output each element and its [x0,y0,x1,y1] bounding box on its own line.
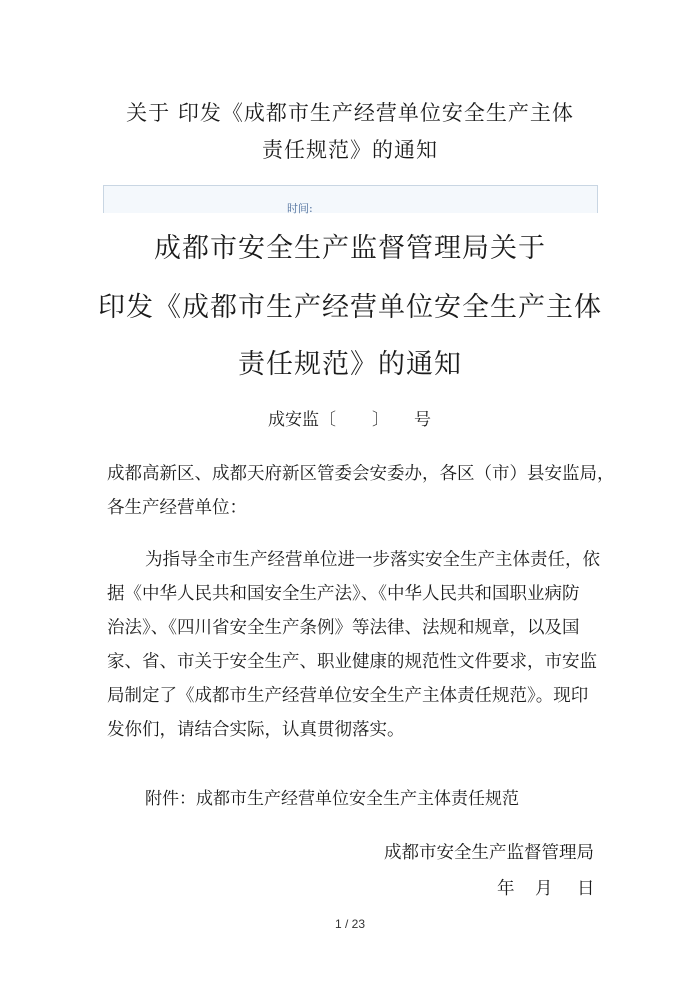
date-year: 年 [497,879,515,899]
date-month: 月 [535,879,553,899]
addressee-line-1: 成都高新区、成都天府新区管委会安委办，各区（市）县安监局， [107,464,615,484]
doc-number-prefix: 成安监〔 [268,410,336,430]
time-label: 时间: [287,202,313,215]
header-title-line-1: 关于 印发《成都市生产经营单位安全生产主体 [126,101,574,125]
doc-number-suffix: 号 [414,410,431,430]
document-title-line-1: 成都市安全生产监督管理局关于 [154,233,546,264]
body-line-3: 治法》、《四川省安全生产条例》等法律、法规和规章，以及国 [107,618,580,638]
document-title-line-2: 印发《成都市生产经营单位安全生产主体 [98,292,602,323]
meta-info-box [103,185,598,213]
page-indicator: 1 / 23 [334,917,366,931]
body-line-1: 为指导全市生产经营单位进一步落实安全生产主体责任，依 [145,550,600,570]
body-line-2: 据《中华人民共和国安全生产法》、《中华人民共和国职业病防 [107,584,580,604]
body-line-5: 局制定了《成都市生产经营单位安全生产主体责任规范》。现印 [107,686,589,706]
document-title-line-3: 责任规范》的通知 [238,349,462,380]
attachment-line: 附件：成都市生产经营单位安全生产主体责任规范 [145,789,519,809]
header-title-line-2: 责任规范》的通知 [262,138,438,162]
body-line-4: 家、省、市关于安全生产、职业健康的规范性文件要求，市安监 [107,652,597,672]
addressee-line-2: 各生产经营单位： [107,498,247,518]
date-day: 日 [577,879,595,899]
body-line-6: 发你们，请结合实际，认真贯彻落实。 [107,720,405,740]
doc-number-bracket-close: 〕 [372,410,389,430]
signature: 成都市安全生产监督管理局 [384,843,594,863]
